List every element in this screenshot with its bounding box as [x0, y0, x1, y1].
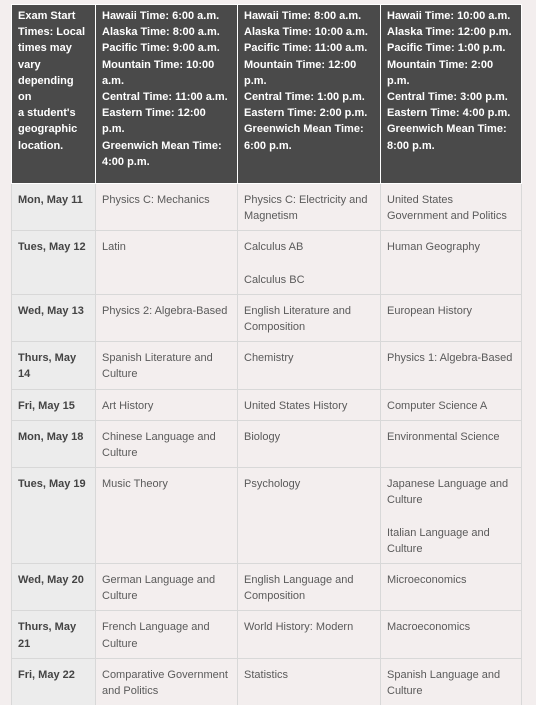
exam-subject: French Language and Culture: [102, 621, 210, 650]
exam-date: Wed, May 13: [12, 294, 96, 341]
exam-subject: Macroeconomics: [387, 621, 471, 634]
table-row: [12, 658, 522, 705]
session-3-exam: [381, 564, 522, 611]
session-3-exam: [381, 611, 522, 658]
session-1-exam: [96, 231, 238, 294]
header-session-2-times: Hawaii Time: 8:00 a.m. Alaska Time: 10:00 a.m. Pacific Time: 11:00 a.m. Mountain Time: 12:00 p.m. Central Time: 1:00 p.m. Eastern Time: 2:00 p.m. Greenwich Mean Time: 6:00 p.m.: [238, 5, 381, 184]
session-2-exam: [238, 420, 381, 467]
session-1-exam: [96, 468, 238, 564]
exam-subject: Microeconomics: [387, 574, 467, 587]
exam-date: Thurs, May 14: [12, 342, 96, 389]
exam-subject: Psychology: [244, 478, 301, 491]
exam-subject: Human Geography: [387, 241, 480, 254]
header-row: [12, 5, 522, 184]
exam-subject: Chemistry: [244, 352, 294, 365]
session-2-exam: [238, 294, 381, 341]
exam-subject: Physics 1: Algebra-Based: [387, 352, 513, 365]
exam-schedule-table: [11, 4, 522, 705]
session-2-exam: [238, 184, 381, 231]
exam-subject: Italian Language and Culture: [387, 526, 490, 555]
exam-subject: Environmental Science: [387, 430, 500, 443]
table-row: [12, 231, 522, 294]
exam-date: Thurs, May 21: [12, 611, 96, 658]
exam-subject: Latin: [102, 241, 126, 254]
exam-date: Fri, May 22: [12, 658, 96, 705]
exam-subject: Biology: [244, 430, 281, 443]
table-row: [12, 342, 522, 389]
exam-date: Tues, May 12: [12, 231, 96, 294]
session-3-exam: [381, 184, 522, 231]
exam-subject: Calculus AB: [244, 241, 304, 254]
table-row: [12, 468, 522, 564]
table-row: [12, 611, 522, 658]
session-1-exam: [96, 294, 238, 341]
exam-subject: World History: Modern: [244, 621, 354, 634]
session-3-exam: [381, 468, 522, 564]
exam-subject: United States Government and Politics: [387, 194, 507, 223]
header-session-1-times: Hawaii Time: 6:00 a.m. Alaska Time: 8:00 a.m. Pacific Time: 9:00 a.m. Mountain Time: 10:00 a.m. Central Time: 11:00 a.m. Eastern Time: 12:00 p.m. Greenwich Mean Time: 4:00 p.m.: [96, 5, 238, 184]
session-1-exam: [96, 389, 238, 420]
exam-subject: Art History: [102, 399, 154, 412]
table-row: [12, 294, 522, 341]
table-row: [12, 564, 522, 611]
session-1-exam: [96, 342, 238, 389]
session-2-exam: [238, 389, 381, 420]
table-row: [12, 184, 522, 231]
exam-subject: United States History: [244, 399, 348, 412]
exam-date: Mon, May 18: [12, 420, 96, 467]
header-session-3-times: Hawaii Time: 10:00 a.m. Alaska Time: 12:00 p.m. Pacific Time: 1:00 p.m. Mountain Time: 2:00 p.m. Central Time: 3:00 p.m. Eastern Time: 4:00 p.m. Greenwich Mean Time: 8:00 p.m.: [381, 5, 522, 184]
exam-date: Mon, May 11: [12, 184, 96, 231]
session-3-exam: [381, 294, 522, 341]
session-1-exam: [96, 420, 238, 467]
session-3-exam: [381, 420, 522, 467]
exam-subject: Spanish Language and Culture: [387, 668, 501, 698]
exam-subject: European History: [387, 304, 472, 317]
table-row: [12, 389, 522, 420]
exam-subject: Chinese Language and Culture: [102, 430, 216, 460]
exam-subject: Physics C: Electricity and Magnetism: [244, 194, 368, 223]
exam-subject: Computer Science A: [387, 399, 488, 412]
exam-subject: German Language and Culture: [102, 574, 216, 603]
exam-subject: Music Theory: [102, 478, 168, 491]
exam-date: Wed, May 20: [12, 564, 96, 611]
exam-subject: English Language and Composition: [244, 574, 354, 603]
session-3-exam: [381, 231, 522, 294]
exam-subject: Japanese Language and Culture: [387, 478, 509, 507]
session-3-exam: [381, 658, 522, 705]
exam-date: Tues, May 19: [12, 468, 96, 564]
exam-subject: Physics C: Mechanics: [102, 194, 210, 207]
exam-subject: Comparative Government and Politics: [102, 668, 228, 698]
table-row: [12, 420, 522, 467]
session-3-exam: [381, 342, 522, 389]
session-1-exam: [96, 658, 238, 705]
session-2-exam: [238, 342, 381, 389]
session-1-exam: [96, 611, 238, 658]
session-1-exam: [96, 564, 238, 611]
session-2-exam: [238, 611, 381, 658]
exam-subject: Physics 2: Algebra-Based: [102, 304, 228, 317]
exam-subject: Calculus BC: [244, 273, 305, 286]
exam-date: Fri, May 15: [12, 389, 96, 420]
exam-subject: Spanish Literature and Culture: [102, 352, 213, 381]
session-1-exam: [96, 184, 238, 231]
session-2-exam: [238, 658, 381, 705]
session-2-exam: [238, 564, 381, 611]
session-3-exam: [381, 389, 522, 420]
session-2-exam: [238, 231, 381, 294]
header-label-cell: Exam Start Times: Local times may vary depending on a student's geographic location.: [12, 5, 96, 184]
session-2-exam: [238, 468, 381, 564]
exam-subject: Statistics: [244, 668, 289, 681]
exam-subject: English Literature and Composition: [244, 304, 352, 334]
